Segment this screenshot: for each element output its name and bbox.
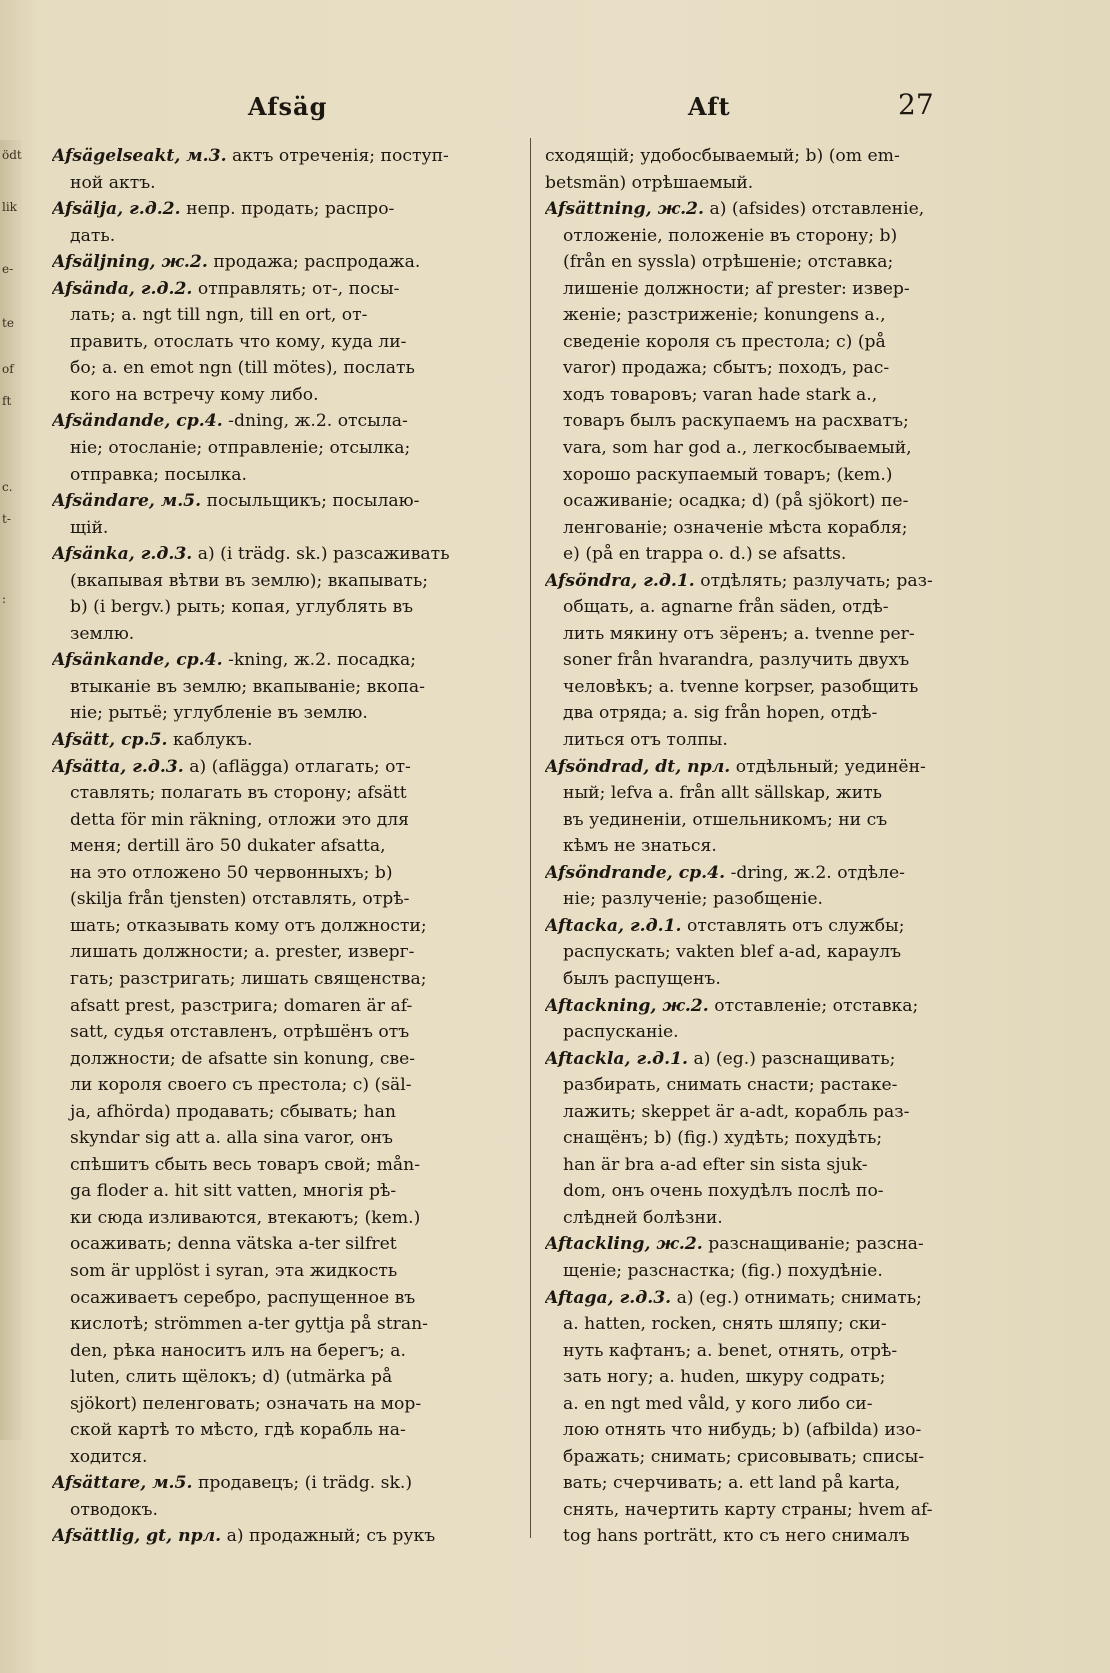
entry-definition-text: a) (afsides) отставленіе,: [704, 199, 925, 220]
entry-headword: Aftacka, г.д.1.: [545, 915, 682, 936]
entry-line: [52, 143, 512, 170]
entry-line: бо; a. en emot ngn (till mötes), послать: [70, 358, 415, 379]
entry-line: den, рѣка наноситъ илъ на берегъ; a.: [70, 1340, 407, 1361]
dictionary-entry: [52, 541, 512, 647]
entry-definition-text: отдѣльный; уединён-: [730, 756, 926, 777]
entry-line: a. en ngt med våld, у кого либо си-: [563, 1393, 873, 1414]
entry-line: ставлять; полагать въ сторону; afsätt: [70, 783, 407, 804]
entry-line: [52, 1470, 512, 1497]
entry-line: меня; dertill äro 50 dukater afsatta,: [70, 836, 386, 857]
entry-line: править, отослать что кому, куда ли-: [70, 331, 407, 352]
entry-line: щій.: [70, 517, 109, 538]
entry-line: ніе; разлученіе; разобщеніе.: [563, 889, 824, 910]
entry-line: [545, 1231, 1015, 1258]
entry-line: (вкапывая вѣтви въ землю); вкапывать;: [70, 570, 429, 591]
entry-line: дать.: [70, 225, 116, 246]
entry-headword: Afsätta, г.д.3.: [52, 756, 184, 777]
entry-line: женіе; разстриженіе; konungens a.,: [563, 305, 886, 326]
page-header: [0, 88, 1110, 128]
entry-line: afsatt prest, разстрига; domaren är af-: [70, 995, 413, 1016]
entry-line: землю.: [70, 623, 135, 644]
entry-definition-text: a) (i trädg. sk.) разсаживать: [192, 544, 450, 565]
dictionary-entry: [52, 249, 512, 276]
entry-line: han är bra a-ad efter sin sista sjuk-: [563, 1154, 868, 1175]
entry-headword: Afsänka, г.д.3.: [52, 544, 193, 565]
entry-line: кого на встречу кому либо.: [70, 384, 319, 405]
entry-definition-text: a) (eg.) отнимать; снимать;: [671, 1287, 922, 1308]
entry-line: dom, онъ очень похудѣлъ послѣ по-: [563, 1181, 884, 1202]
entry-line: betsmän) отрѣшаемый.: [545, 172, 754, 193]
entry-line: спѣшитъ сбыть весь товаръ свой; mån-: [70, 1154, 421, 1175]
entry-definition-text: отдѣлять; разлучать; раз-: [694, 570, 933, 591]
entry-line: ніе; рытьё; углубленіе въ землю.: [70, 703, 368, 724]
gutter-mark: t-: [2, 512, 11, 526]
entry-line: [545, 568, 1015, 595]
dictionary-entry: [52, 196, 512, 249]
entry-line: кислотѣ; strömmen a-ter gyttja på stran-: [70, 1314, 428, 1335]
entry-definition-text: продажа; распродажа.: [207, 252, 421, 273]
entry-line: осаживать; denna vätska a-ter silfret: [70, 1234, 397, 1255]
entry-line: ja, afhörda) продавать; сбывать; han: [70, 1101, 396, 1122]
entry-line: слѣдней болѣзни.: [563, 1207, 723, 1228]
gutter-mark: :: [2, 592, 7, 606]
dictionary-entry: [52, 754, 512, 1471]
entry-line: въ уединеніи, отшельникомъ; ни съ: [563, 809, 888, 830]
entry-line: satt, судья отставленъ, отрѣшёнъ отъ: [70, 1022, 410, 1043]
gutter-mark: e-: [2, 262, 14, 276]
gutter-edge: [0, 140, 22, 1440]
entry-headword: Afsägelseakt, м.3.: [52, 146, 227, 166]
entry-headword: Aftackling, ж.2.: [545, 1234, 703, 1255]
entry-line: осаживаніе; осадка; d) (på sjökort) пе-: [563, 491, 909, 512]
entry-line: [52, 754, 512, 781]
entry-line: сведеніе короля съ престола; c) (på: [563, 331, 886, 352]
header-right-guide-word: Aft: [688, 92, 731, 121]
entry-line: som är upplöst i syran, эта жидкость: [70, 1260, 398, 1281]
dictionary-entry: [545, 1285, 1015, 1550]
entry-line: распускать; vakten blef a-ad, караулъ: [563, 942, 902, 963]
entry-line: ходъ товаровъ; varan hade stark a.,: [563, 384, 878, 405]
entry-definition-text: каблукъ.: [167, 730, 253, 751]
entry-line: былъ распущенъ.: [563, 968, 721, 989]
dictionary-entry: [52, 488, 512, 541]
entry-line: [52, 541, 512, 568]
entry-line: отправка; посылка.: [70, 464, 247, 485]
entry-definition-text: отправлять; от-, посы-: [192, 278, 400, 299]
entry-line: зать ногу; a. huden, шкуру содрать;: [563, 1367, 886, 1388]
entry-line: снять, начертить карту страны; hvem af-: [563, 1499, 933, 1520]
entry-line: товаръ былъ раскупаемъ на расхватъ;: [563, 411, 909, 432]
entry-line: ской картѣ то мѣсто, гдѣ корабль на-: [70, 1420, 406, 1441]
dictionary-entry: [545, 860, 1015, 913]
entry-line: отводокъ.: [70, 1499, 158, 1520]
entry-line: a. hatten, rocken, снять шляпу; ски-: [563, 1314, 887, 1335]
entry-line: щеніе; разснастка; (fig.) похудѣніе.: [563, 1260, 883, 1281]
entry-line: ки сюда изливаются, втекаютъ; (kem.): [70, 1207, 421, 1228]
entry-line: отложеніе, положеніе въ сторону; b): [563, 225, 898, 246]
entry-headword: Afsändande, ср.4.: [52, 411, 223, 432]
entry-headword: Afsälja, г.д.2.: [52, 199, 181, 220]
entry-line: sjökort) пеленговать; означать на мор-: [70, 1393, 422, 1414]
entry-line: e) (på en trappa o. d.) se afsatts.: [563, 544, 847, 565]
entry-definition-text: a) продажный; съ рукъ: [221, 1526, 436, 1547]
dictionary-entry: [52, 143, 512, 196]
entry-line: vara, som har god a., легкосбываемый,: [563, 438, 912, 459]
gutter-mark: of: [2, 362, 14, 376]
entry-line: varor) продажа; сбытъ; походъ, рас-: [563, 358, 890, 379]
entry-headword: Afsättlig, gt, прл.: [52, 1526, 222, 1547]
entry-line: общать, a. agnarne från säden, отдѣ-: [563, 597, 889, 618]
dictionary-entry: [52, 727, 512, 754]
entry-line: [52, 1523, 512, 1550]
entry-line: [545, 196, 1015, 223]
entry-definition-text: посыльщикъ; посылаю-: [201, 491, 420, 512]
gutter-mark: te: [2, 316, 14, 330]
dictionary-entry: [545, 196, 1015, 568]
entry-definition-text: -dning, ж.2. отсыла-: [222, 411, 408, 432]
entry-line: ный; lefva a. från allt sällskap, жить: [563, 783, 883, 804]
entry-line: [52, 408, 512, 435]
entry-line: лою отнять что нибудь; b) (afbilda) изо-: [563, 1420, 922, 1441]
entry-line: разбирать, снимать снасти; растаке-: [563, 1075, 898, 1096]
entry-definition-text: продавецъ; (i trädg. sk.): [192, 1473, 413, 1494]
entry-definition-text: -dring, ж.2. отдѣле-: [725, 862, 905, 883]
dictionary-entry: [52, 276, 512, 409]
entry-line: ли короля своего съ престола; c) (säl-: [70, 1075, 412, 1096]
dictionary-entry: [545, 568, 1015, 754]
entry-definition-text: a) (eg.) разснащивать;: [688, 1048, 896, 1069]
entry-headword: Aftackning, ж.2.: [545, 995, 709, 1016]
entry-line: кѣмъ не знаться.: [563, 836, 717, 857]
entry-line: литься отъ толпы.: [563, 730, 728, 751]
entry-definition-text: непр. продать; распро-: [180, 199, 395, 220]
entry-line: ной актъ.: [70, 172, 156, 193]
entry-line: человѣкъ; a. tvenne korpser, разобщить: [563, 676, 919, 697]
dictionary-entry: [545, 1046, 1015, 1232]
entry-line: ніе; отосланіе; отправленіе; отсылка;: [70, 438, 411, 459]
entry-line: осаживаетъ серебро, распущенное въ: [70, 1287, 416, 1308]
dictionary-entry: [545, 993, 1015, 1046]
entry-line: luten, слить щёлокъ; d) (utmärka på: [70, 1367, 393, 1388]
entry-line: ходится.: [70, 1446, 148, 1467]
entry-line: (skilja från tjensten) отставлять, отрѣ-: [70, 889, 410, 910]
entry-headword: Aftaga, г.д.3.: [545, 1287, 672, 1308]
entry-line: лишать должности; a. prester, изверг-: [70, 942, 415, 963]
entry-headword: Aftackla, г.д.1.: [545, 1048, 689, 1069]
entry-headword: Afsöndrad, dt, прл.: [545, 756, 731, 777]
dictionary-entry: [545, 754, 1015, 860]
entry-line: [52, 196, 512, 223]
entry-line: [545, 993, 1015, 1020]
entry-line: бражать; снимать; срисовывать; списы-: [563, 1446, 925, 1467]
gutter-mark: c.: [2, 480, 13, 494]
entry-line: [545, 1285, 1015, 1312]
dictionary-entry: [545, 1231, 1015, 1284]
dictionary-entry: [52, 1523, 512, 1550]
entry-line: b) (i bergv.) рыть; копая, углублять въ: [70, 597, 414, 618]
entry-line: detta för min räkning, отложи это для: [70, 809, 409, 830]
dictionary-entry: [52, 1470, 512, 1523]
entry-line: распусканіе.: [563, 1022, 679, 1043]
entry-line: два отряда; a. sig från hopen, отдѣ-: [563, 703, 878, 724]
entry-line: (från en syssla) отрѣшеніе; отставка;: [563, 252, 894, 273]
dictionary-entry: [52, 647, 512, 727]
entry-definition-text: a) (aflägga) отлагать; от-: [183, 756, 411, 777]
entry-line: лать; a. ngt till ngn, till en ort, от-: [70, 305, 368, 326]
gutter-mark: ft: [2, 394, 12, 408]
entry-definition-text: отставленіе; отставка;: [708, 995, 919, 1016]
page-number: 27: [898, 88, 934, 121]
entry-line: шать; отказывать кому отъ должности;: [70, 915, 427, 936]
dictionary-entry: [545, 913, 1015, 993]
entry-line: ga floder a. hit sitt vatten, многія рѣ-: [70, 1181, 397, 1202]
entry-headword: Afsända, г.д.2.: [52, 278, 193, 299]
entry-line: ленгованіе; означеніе мѣста корабля;: [563, 517, 908, 538]
entry-headword: Afsättare, м.5.: [52, 1473, 193, 1494]
entry-line: [545, 860, 1015, 887]
entry-headword: Afsättning, ж.2.: [545, 199, 704, 220]
entry-line: лить мякину отъ зёренъ; a. tvenne per-: [563, 623, 915, 644]
entry-line: втыканіе въ землю; вкапываніе; вкопа-: [70, 676, 425, 697]
entry-definition-text: -kning, ж.2. посадка;: [222, 650, 417, 671]
entry-definition-text: отставлять отъ службы;: [681, 915, 905, 936]
entry-line: на это отложено 50 червонныхъ; b): [70, 862, 393, 883]
entry-line: снащёнъ; b) (fig.) худѣть; похудѣть;: [563, 1128, 883, 1149]
entry-headword: Afsänkande, ср.4.: [52, 650, 223, 671]
entry-definition-text: разснащиваніе; разсна-: [702, 1234, 924, 1255]
entry-line: вать; счерчивать; a. ett land på karta,: [563, 1473, 901, 1494]
entry-headword: Afsändare, м.5.: [52, 491, 202, 512]
entry-line: должности; de afsatte sin konung, све-: [70, 1048, 416, 1069]
dictionary-entry: [52, 408, 512, 488]
entry-line: [52, 647, 512, 674]
gutter-mark: lik: [2, 200, 17, 214]
entry-headword: Afsäljning, ж.2.: [52, 252, 208, 273]
header-left-guide-word: Afsäg: [248, 92, 328, 121]
entry-headword: Afsöndrande, ср.4.: [545, 862, 726, 883]
entry-line: tog hans porträtt, кто съ него снималъ: [563, 1526, 910, 1547]
entry-line: [545, 754, 1015, 781]
dictionary-entry: [545, 143, 1015, 196]
entry-line: лишеніе должности; af prester: извер-: [563, 278, 910, 299]
entry-line: [52, 488, 512, 515]
entry-definition-text: актъ отреченія; поступ-: [226, 146, 449, 166]
entry-line: soner från hvarandra, разлучить двухъ: [563, 650, 910, 671]
entry-headword: Afsöndra, г.д.1.: [545, 570, 695, 591]
entry-line: лажить; skeppet är a-adt, корабль раз-: [563, 1101, 910, 1122]
entry-line: [545, 1046, 1015, 1073]
column-divider: [530, 138, 531, 1538]
entry-line: сходящій; удобосбываемый; b) (om em-: [545, 146, 900, 166]
gutter-mark: ödt: [2, 148, 22, 162]
entry-line: [52, 249, 512, 276]
left-column: [52, 143, 512, 1550]
entry-line: [545, 913, 1015, 940]
entry-headword: Afsätt, ср.5.: [52, 730, 168, 751]
entry-line: [52, 727, 512, 754]
entry-line: [52, 276, 512, 303]
entry-line: нуть кафтанъ; a. benet, отнять, отрѣ-: [563, 1340, 898, 1361]
entry-line: гать; разстригать; лишать священства;: [70, 968, 427, 989]
entry-line: skyndar sig att a. alla sina varor, онъ: [70, 1128, 393, 1149]
entry-line: хорошо раскупаемый товаръ; (kem.): [563, 464, 893, 485]
right-column: [545, 143, 1015, 1550]
